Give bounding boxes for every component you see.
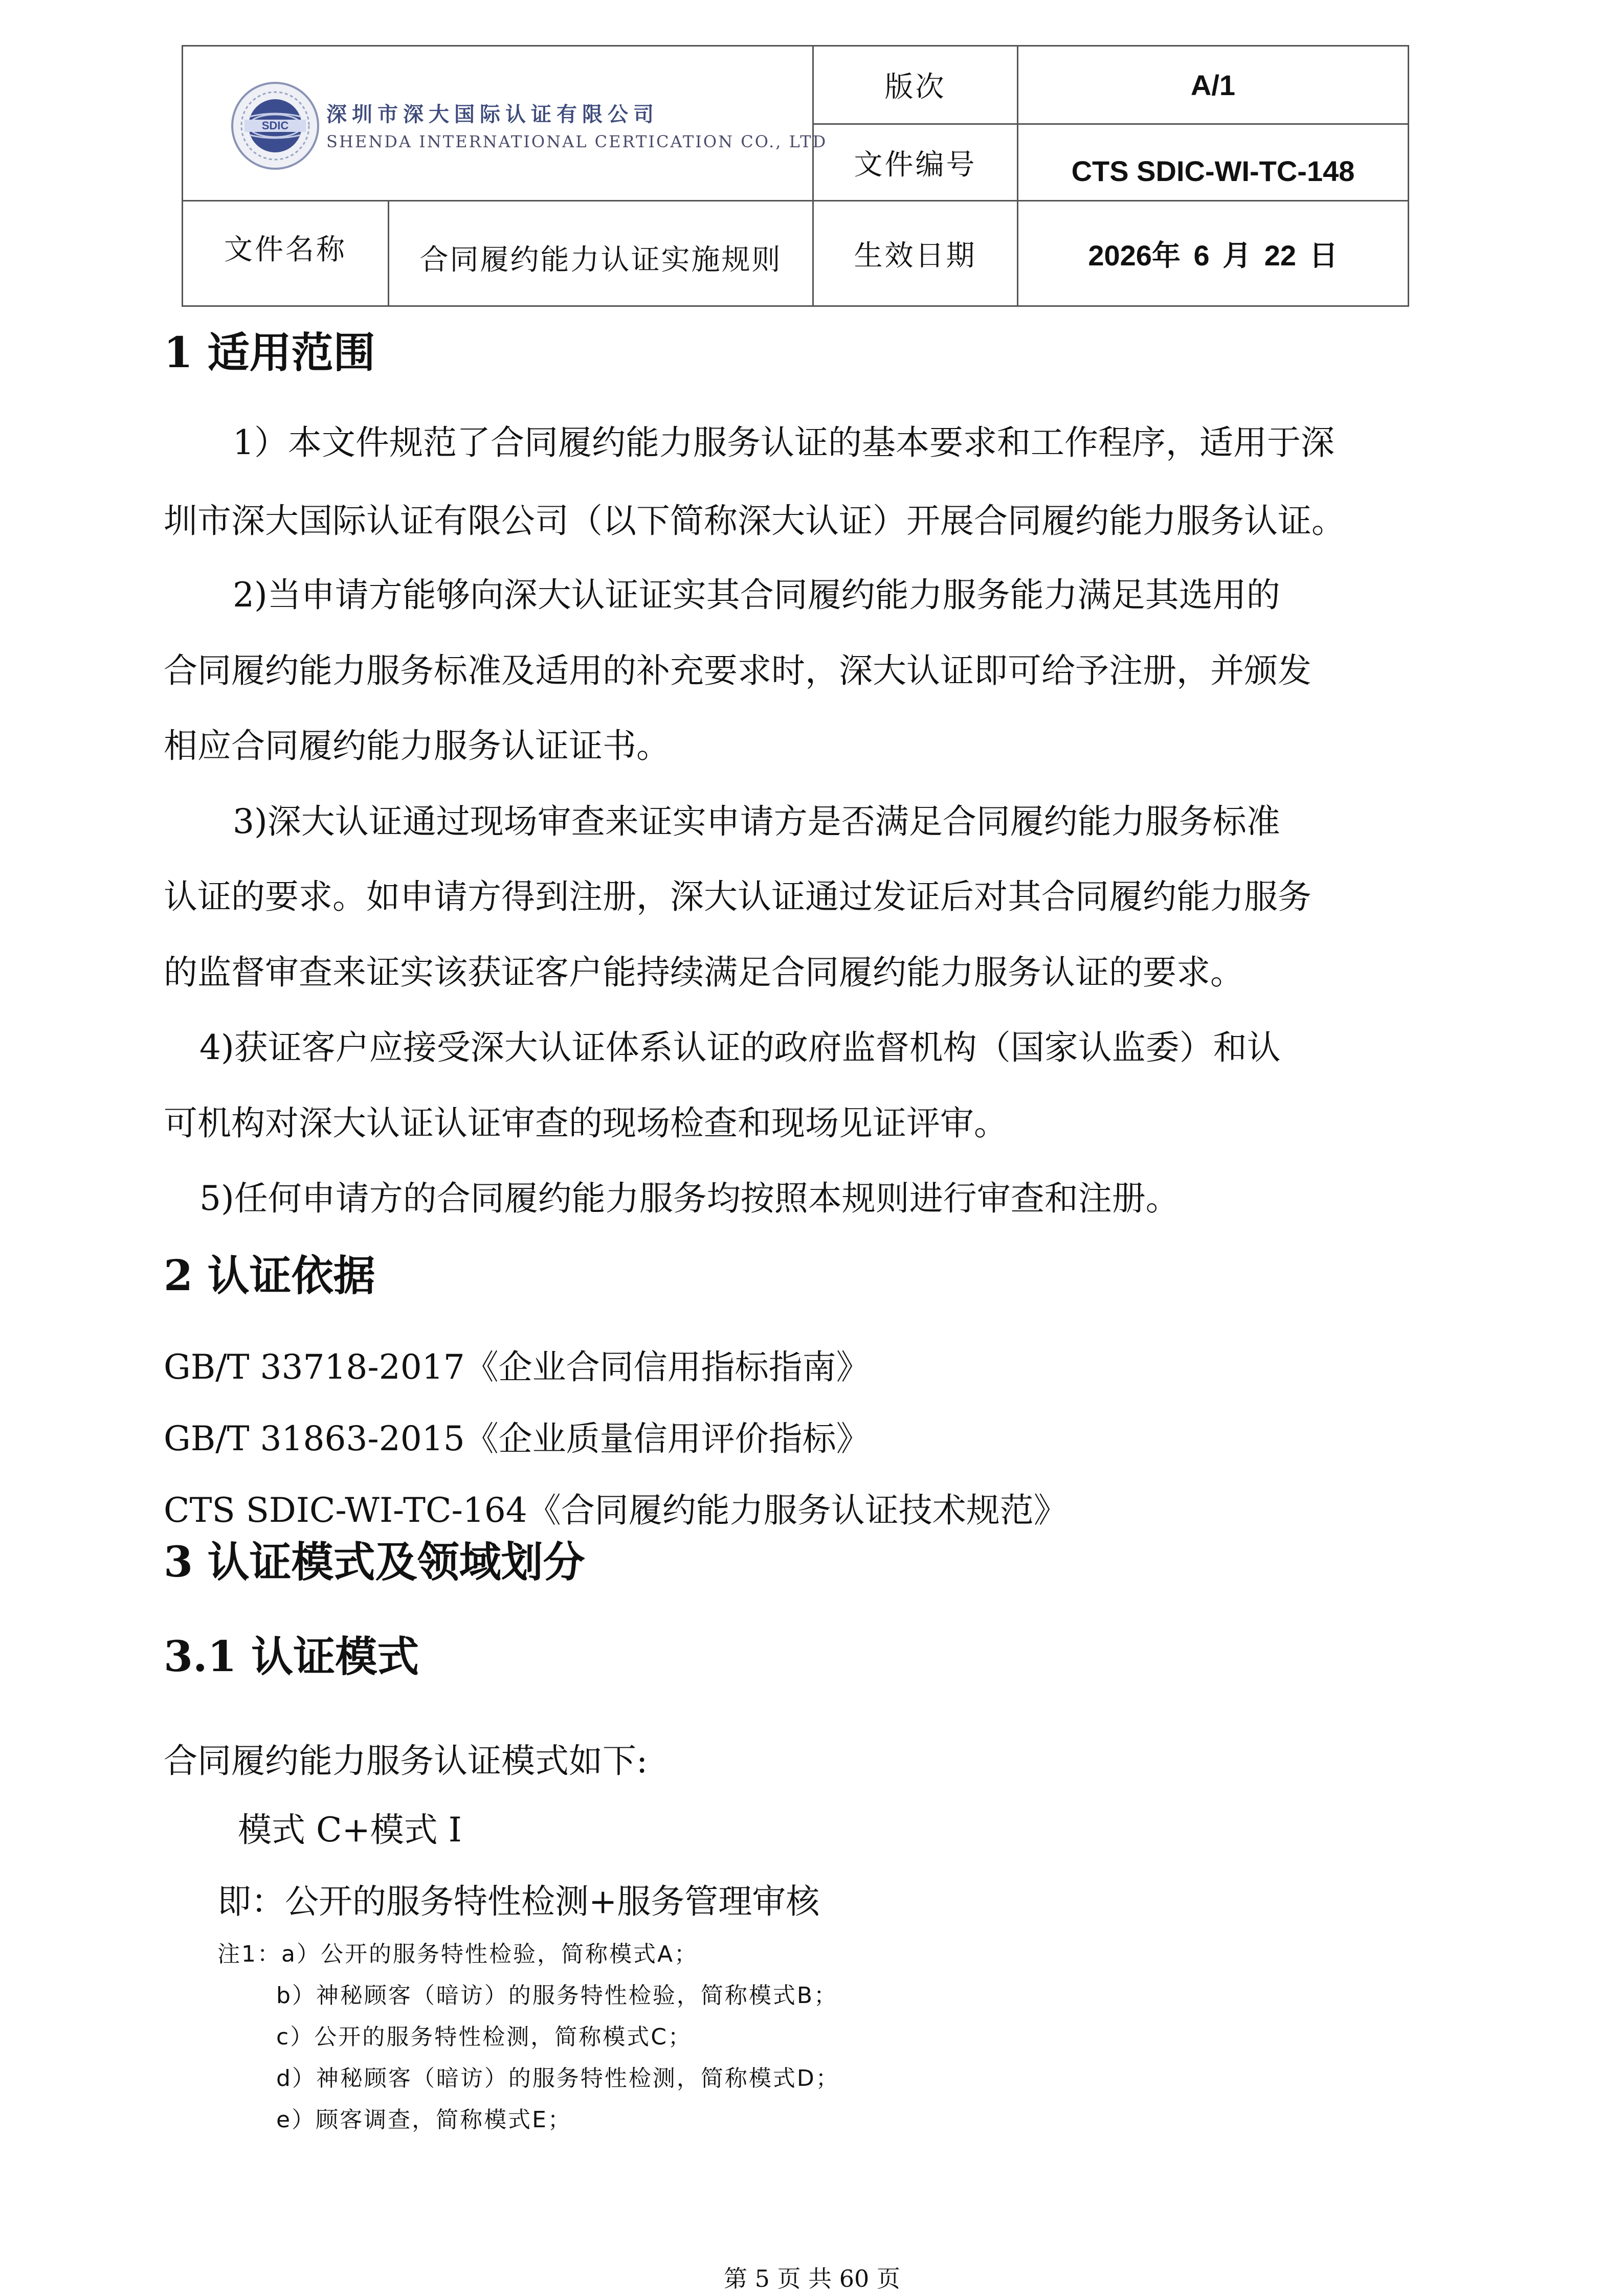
mode-explanation: 即：公开的服务特性检测+服务管理审核 [217,1882,820,1921]
paragraph-line: 4)获证客户应接受深大认证体系认证的政府监督机构（国家认监委）和认 [199,1028,1281,1067]
reference-item: GB/T 33718-2017《企业合同信用指标指南》 [164,1347,870,1387]
doc-name-label: 文件名称 [224,233,347,266]
paragraph-line: 2)当申请方能够向深大认证证实其合同履约能力服务能力满足其选用的 [233,575,1280,615]
paragraph-line: 合同履约能力服务标准及适用的补充要求时，深大认证即可给予注册，并颁发 [164,651,1311,690]
note-line: d）神秘顾客（暗访）的服务特性检测，简称模式D； [276,2065,840,2091]
company-name-cn: 深圳市深大国际认证有限公司 [326,102,659,126]
reference-item: GB/T 31863-2015《企业质量信用评价指标》 [164,1419,870,1458]
page-footer: 第 5 页 共 60 页 [724,2265,900,2292]
paragraph-line: 1）本文件规范了合同履约能力服务认证的基本要求和工作程序，适用于深 [233,423,1334,462]
doc-number-value: CTS SDIC-WI-TC-148 [1071,155,1355,187]
company-name-en: SHENDA INTERNATIONAL CERTICATION CO., LTD [326,132,828,151]
note-line: c）公开的服务特性检测，简称模式C； [276,2024,692,2050]
mode-intro: 合同履约能力服务认证模式如下: [164,1741,648,1781]
version-label: 版次 [884,71,946,104]
note-line: 注1：a）公开的服务特性检验，简称模式A； [217,1941,699,1967]
paragraph-line: 相应合同履约能力服务认证证书。 [164,726,670,766]
paragraph-line: 可机构对深大认证认证审查的现场检查和现场见证评审。 [164,1104,1008,1143]
effective-date-value: 2026年 6 月 22 日 [1088,239,1338,272]
paragraph-line: 的监督审查来证实该获证客户能持续满足合同履约能力服务认证的要求。 [164,953,1244,992]
effective-date-label: 生效日期 [854,239,977,273]
sdic-seal-icon [229,80,321,172]
company-logo [229,75,828,177]
section-1-heading: 1 适用范围 [164,328,375,377]
version-value: A/1 [1190,69,1236,101]
svg-text:SDIC: SDIC [261,119,289,132]
doc-name-value: 合同履约能力认证实施规则 [419,243,782,277]
mode-value: 模式 C+模式 I [238,1810,462,1850]
document-header-table [182,45,1409,307]
section-3-1-heading: 3.1 认证模式 [164,1632,419,1681]
paragraph-line: 圳市深大国际认证有限公司（以下简称深大认证）开展合同履约能力服务认证。 [164,501,1345,541]
paragraph-line: 5)任何申请方的合同履约能力服务均按照本规则进行审查和注册。 [199,1179,1180,1218]
reference-item: CTS SDIC-WI-TC-164《合同履约能力服务认证技术规范》 [164,1491,1067,1530]
paragraph-line: 3)深大认证通过现场审查来证实申请方是否满足合同履约能力服务标准 [233,802,1280,841]
section-3-heading: 3 认证模式及领域划分 [164,1538,585,1587]
doc-number-label: 文件编号 [854,148,977,182]
section-2-heading: 2 认证依据 [164,1251,375,1300]
paragraph-line: 认证的要求。如申请方得到注册，深大认证通过发证后对其合同履约能力服务 [164,877,1311,916]
note-line: e）顾客调查，简称模式E； [276,2107,572,2133]
note-line: b）神秘顾客（暗访）的服务特性检验，简称模式B； [276,1983,838,2009]
